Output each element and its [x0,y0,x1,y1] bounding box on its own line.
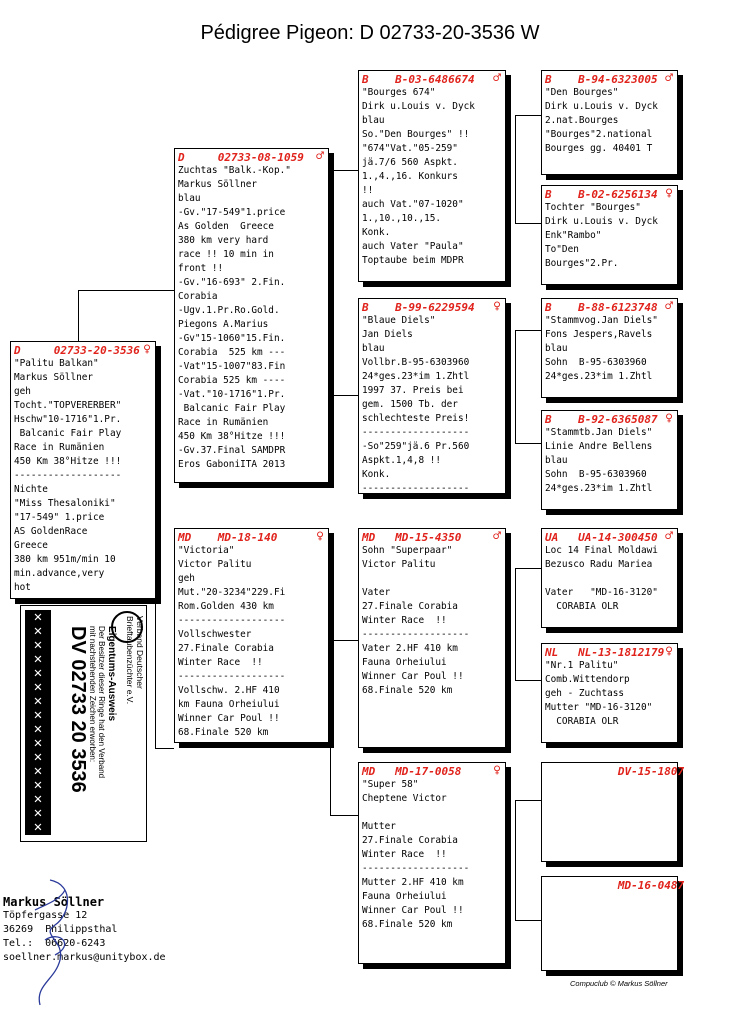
connector [515,115,541,116]
sex-male-icon: ♂ [493,71,501,86]
stamp-title [88,626,117,778]
pigeon-details: "Blaue Diels" Jan Diels blau Vollbr.B-95-6303960 24*ges.23*im 1.Zhtl 1997 37. Preis bei gem. 1500 Tb. der schlechteste Preis! ------------------- -So"259"jä.6 Pr.560 Aspkt.1,4,8 !! Konk. ------------------- [362,315,470,494]
connector [515,443,541,444]
pigeon-details: "Den Bourges" Dirk u.Louis v. Dyck 2.nat.Bourges "Bourges"2.national Bourges gg. 40401 T [545,87,658,154]
connector [330,640,358,641]
ring-number: B B-94-6323005 ♂ [545,71,673,86]
pigeon-details: "Stammtb.Jan Diels" Linie Andre Bellens blau Sohn B-95-6303960 24*ges.23*im 1.Zhtl [545,427,653,494]
owner-email: soellner.markus@unitybox.de [3,952,166,963]
ring-number: B B-99-6229594 ♀ [362,299,501,314]
sex-female-icon: ♀ [665,186,673,201]
sex-male-icon: ♂ [493,529,501,544]
pigeon-card-ff [358,70,506,282]
pigeon-card-father [174,148,329,483]
connector [78,290,174,291]
connector [515,920,541,921]
connector [515,568,541,569]
pigeon-card-mmf [541,762,685,862]
ownership-stamp [20,605,147,842]
ring-number: D 02733-08-1059 ♂ [178,149,324,164]
connector [155,748,174,749]
owner-name: Markus Söllner [3,895,105,909]
page-title: Pédigree Pigeon: D 02733-20-3536 W [200,22,540,44]
sex-male-icon: ♂ [665,529,673,544]
footer-credit: Compuclub © Markus Söllner [570,979,668,988]
pigeon-details: Zuchtas "Balk.-Kop." Markus Söllner blau -Gv."17-549"1.price As Golden Greece 380 km very hard race !! 10 min in front !! -Gv."16-693" 2.Fin. Corabia -Ugv.1.Pr.Ro.Gold. Piegons A.Marius -Gv"15-1060"15.Fin. Corabia 525 km --- -Vat"15-1007"83.Fin Corabia 525 km ---- -Vat."10-1716"1.Pr. Balcanic Fair Play Race in Rumänien 450 Km 38°Hitze !!! -Gv.37.Final SAMDPR Eros GaboniITA 2013 [178,165,291,470]
connector [155,595,156,748]
pigeon-details: "Stammvog.Jan Diels" Fons Jespers,Ravels blau Sohn B-95-6303960 24*ges.23*im 1.Zhtl [545,315,658,382]
sex-female-icon: ♀ [665,411,673,426]
sex-female-icon: ♀ [493,763,501,778]
stamp-title-text: Eigentums-Ausweis [106,626,117,722]
pigeon-card-fmf [541,298,678,398]
pigeon-card-mother [174,528,329,743]
sex-male-icon: ♂ [665,71,673,86]
connector [330,815,358,816]
connector [515,800,516,920]
ring-number: DV-15-1807 [545,765,685,778]
owner-city: 36269 Philippsthal [3,924,118,935]
pigeon-card-fm [358,298,506,494]
sex-female-icon: ♀ [143,342,151,357]
ring-number: B B-88-6123748 ♂ [545,299,673,314]
stamp-verband-line: Brieftaubenzüchter e.V. [125,616,135,705]
connector [515,568,516,680]
connector [330,170,358,171]
pigeon-details: "Bourges 674" Dirk u.Louis v. Dyck blau So."Den Bourges" !! "674"Vat."05-259" jä.7/6 560 Aspkt. 1.,4.,16. Konkurs !! auch Vat."07-1020" 1.,10.,10.,15. Konk. auch Vater "Paula" Toptaube beim MDPR [362,87,475,266]
ring-number: D 02733-20-3536 ♀ [14,342,151,357]
connector [515,115,516,223]
pigeon-details: Sohn "Superpaar" Victor Palitu Vater 27.Finale Corabia Winter Race !! ------------------- Vater 2.HF 410 km Fauna Orheiului Winner Car Poul !! 68.Finale 520 km [362,545,470,696]
stamp-verband-line: Verband Deutscher [135,616,145,689]
sex-female-icon: ♀ [493,299,501,314]
pigeon-card-mm [358,762,506,964]
pigeon-details: Loc 14 Final Moldawi Bezusco Radu Mariea Vater "MD-16-3120" CORABIA OLR [545,545,658,612]
ring-number: B B-03-6486674 ♂ [362,71,501,86]
pigeon-card-main [10,341,156,599]
pigeon-details: "Nr.1 Palitu" Comb.Wittendorp geh - Zuchtass Mutter "MD-16-3120" CORABIA OLR [545,660,653,727]
connector [330,640,331,815]
pigeon-card-fmm [541,410,678,510]
connector [515,330,541,331]
ring-number: NL NL-13-1812179 ♀ [545,644,673,659]
pigeon-card-ffm [541,185,678,285]
ring-number: B B-02-6256134 ♀ [545,186,673,201]
stamp-ring-number: DV 02733 20 3536 [67,626,89,793]
ring-number: MD-16-0487 [545,879,685,892]
owner-phone: Tel.: 06620-6243 [3,938,106,949]
ring-number: MD MD-17-0058 ♀ [362,763,501,778]
pigeon-card-fff [541,70,678,175]
sex-male-icon: ♂ [316,149,324,164]
ring-number: B B-92-6365087 ♀ [545,411,673,426]
pigeon-details: "Palitu Balkan" Markus Söllner geh Tocht."TOPVERERBER" Hschw"10-1716"1.Pr. Balcanic Fair Play Race in Rumänien 450 Km 38°Hitze !!! ------------------- Nichte "Miss Thesaloniki" "17-549" 1.price AS GoldenRace Greece 380 km 951m/min 10 min.advance,very hot [14,358,122,593]
connector [330,395,358,396]
connector [78,290,79,341]
ring-number: UA UA-14-300450 ♂ [545,529,673,544]
sex-female-icon: ♀ [316,529,324,544]
pigeon-details: Tochter "Bourges" Dirk u.Louis v. Dyck Enk"Rambo" To"Den Bourges"2.Pr. [545,202,658,269]
pigeon-card-mmm [541,876,685,971]
connector [515,800,541,801]
connector [515,223,541,224]
sex-male-icon: ♂ [665,299,673,314]
connector [330,170,331,395]
stamp-note: mit nachstehenden Zeichen erworben: [88,626,97,763]
stamp-pattern: ✕ ✕ ✕ ✕ ✕ ✕ ✕ ✕ ✕ ✕ ✕ ✕ ✕ ✕ ✕ ✕ [25,610,51,835]
pigeon-card-mfm [541,643,678,743]
pigeon-details: "Super 58" Cheptene Victor Mutter 27.Finale Corabia Winter Race !! ------------------- Mutter 2.HF 410 km Fauna Orheiului Winner Car Poul !! 68.Finale 520 km [362,779,470,930]
sex-female-icon: ♀ [665,644,673,659]
stamp-note: Der Besitzer dieser Ringe hat den Verband [97,626,106,779]
owner-street: Töpfergasse 12 [3,910,88,921]
ring-number: MD MD-15-4350 ♂ [362,529,501,544]
pigeon-card-mf [358,528,506,748]
ring-number: MD MD-18-140 ♀ [178,529,324,544]
signature-icon [15,870,85,1010]
pigeon-logo-icon [111,611,143,643]
connector [515,680,541,681]
connector [515,330,516,443]
pigeon-card-mff [541,528,678,628]
pigeon-details: "Victoria" Victor Palitu geh Mut."20-3234"229.Fi Rom.Golden 430 km ------------------- Vollschwester 27.Finale Corabia Winter Race !! ------------------- Vollschw. 2.HF 410 km Fauna Orheiului Winner Car Poul !! 68.Finale 520 km [178,545,286,738]
